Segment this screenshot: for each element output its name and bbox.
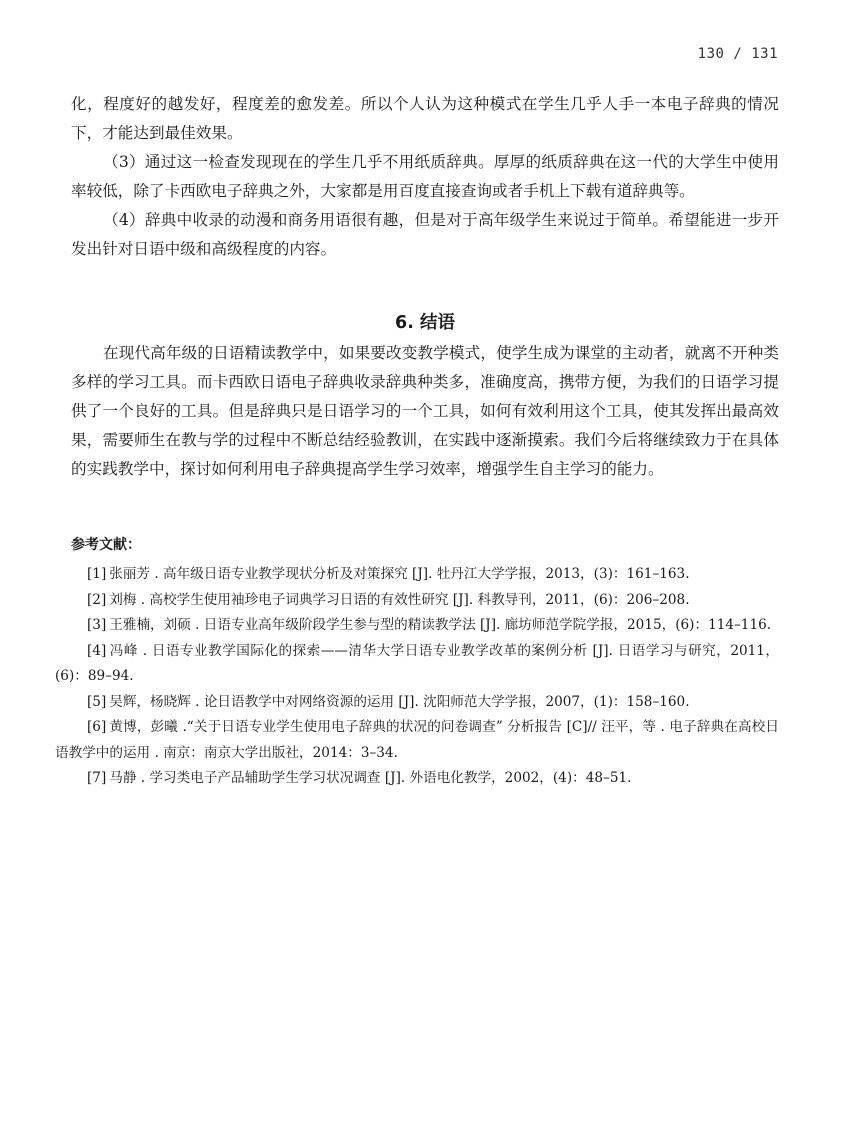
page-number: 130 / 131 <box>697 46 778 62</box>
reference-item <box>55 588 779 614</box>
reference-number: [5] <box>87 693 107 710</box>
references-heading: 参考文献： <box>71 537 141 553</box>
reference-text: 黄博，彭曦 .“关于日语专业学生使用电子辞典的状况的问卷调查” 分析报告 [C]// 汪平，等 . 电子辞典在高校日语教学中的运用 . 南京：南京大学出版社，2014：3–34. <box>55 719 779 761</box>
body-paragraph: 化，程度好的越发好，程度差的愈发差。所以个人认为这种模式在学生几乎人手一本电子辞典的情况下，才能达到最佳效果。 <box>71 95 779 142</box>
reference-number: [7] <box>87 770 107 786</box>
reference-number: [4] <box>87 642 107 659</box>
reference-item <box>55 766 779 792</box>
reference-text: 马静 . 学习类电子产品辅助学生学习状况调查 [J]. 外语电化教学，2002，(4)：48–51. <box>109 770 632 786</box>
reference-number: [3] <box>87 617 107 633</box>
reference-number: [6] <box>87 719 107 735</box>
reference-item <box>55 715 779 766</box>
reference-text: 冯峰 . 日语专业教学国际化的探索——清华大学日语专业教学改革的案例分析 [J]. 日语学习与研究，2011，(6)：89–94. <box>55 642 779 684</box>
reference-item <box>55 690 779 716</box>
reference-number: [1] <box>87 566 107 582</box>
reference-text: 刘梅 . 高校学生使用袖珍电子词典学习日语的有效性研究 [J]. 科教导刊，2011，(6)：206–208. <box>109 591 690 608</box>
reference-item <box>55 562 779 588</box>
section-title: 6. 结语 <box>395 313 455 333</box>
conclusion-paragraph: 在现代高年级的日语精读教学中，如果要改变教学模式，使学生成为课堂的主动者，就离不开种类多样的学习工具。而卡西欧日语电子辞典收录辞典种类多，准确度高，携带方便，为我们的日语学习提供了一个良好的工具。但是辞典只是日语学习的一个工具，如何有效利用这个工具，使其发挥出最高效果，需要师生在教与学的过程中不断总结经验教训，在实践中逐渐摸索。我们今后将继续致力于在具体的实践教学中，探讨如何利用电子辞典提高学生学习效率，增强学生自主学习的能力。 <box>71 344 779 478</box>
body-paragraph: （4）辞典中收录的动漫和商务用语很有趣，但是对于高年级学生来说过于简单。希望能进一步开发出针对日语中级和高级程度的内容。 <box>71 211 779 258</box>
page-content <box>55 90 779 792</box>
reference-item <box>55 639 779 690</box>
reference-text: 吴辉，杨晓辉 . 论日语教学中对网络资源的运用 [J]. 沈阳师范大学学报，2007，(1)：158–160. <box>109 693 690 710</box>
reference-text: 王雅楠，刘硕 . 日语专业高年级阶段学生参与型的精读教学法 [J]. 廊坊师范学院学报，2015，(6)：114–116. <box>109 617 772 633</box>
reference-text: 张丽芳 . 高年级日语专业教学现状分析及对策探究 [J]. 牡丹江大学学报，2013，(3)：161–163. <box>109 566 690 582</box>
reference-list <box>55 562 779 792</box>
reference-item <box>55 613 779 639</box>
body-paragraph: （3）通过这一检查发现现在的学生几乎不用纸质辞典。厚厚的纸质辞典在这一代的大学生中使用率较低，除了卡西欧电子辞典之外，大家都是用百度直接查询或者手机上下载有道辞典等。 <box>71 153 779 200</box>
reference-number: [2] <box>87 591 107 608</box>
